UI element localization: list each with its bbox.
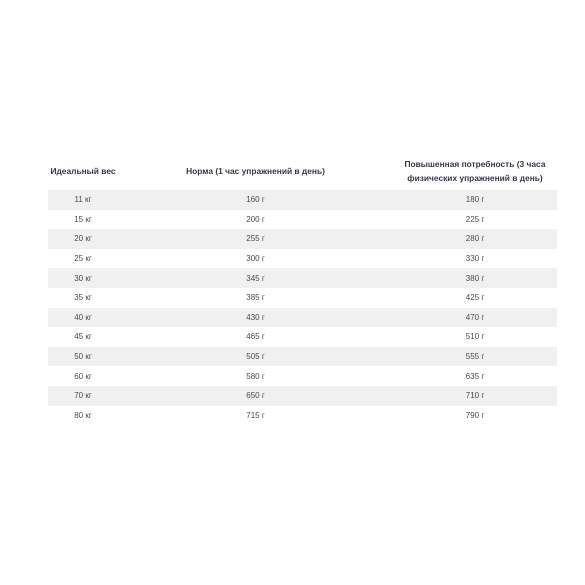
table-header bbox=[48, 152, 557, 190]
cell-high: 280 г bbox=[465, 234, 485, 244]
cell-norm: 255 г bbox=[246, 234, 265, 244]
cell-weight: 45 кг bbox=[74, 332, 92, 342]
table-row bbox=[48, 268, 557, 288]
table-row bbox=[48, 210, 557, 230]
table-row bbox=[48, 288, 557, 308]
cell-high: 330 г bbox=[465, 254, 485, 264]
table-row bbox=[48, 229, 557, 249]
table-row bbox=[48, 366, 557, 386]
cell-norm: 650 г bbox=[246, 391, 265, 401]
cell-norm: 505 г bbox=[246, 352, 265, 362]
cell-norm: 200 г bbox=[246, 214, 265, 224]
cell-high: 790 г bbox=[465, 410, 485, 420]
cell-norm: 160 г bbox=[246, 195, 265, 205]
cell-norm: 345 г bbox=[246, 273, 265, 283]
table-row bbox=[48, 327, 557, 347]
cell-norm: 385 г bbox=[246, 293, 265, 303]
cell-weight: 70 кг bbox=[74, 391, 92, 401]
cell-norm: 580 г bbox=[246, 371, 265, 381]
table-body bbox=[48, 190, 557, 425]
table-row bbox=[48, 406, 557, 426]
cell-weight: 11 кг bbox=[74, 195, 92, 205]
cell-weight: 20 кг bbox=[74, 234, 92, 244]
cell-weight: 25 кг bbox=[74, 254, 92, 264]
header-norm: Норма (1 час упражнений в день) bbox=[186, 166, 325, 176]
header-high-need: Повышенная потребность (3 часа физических упражнений в день) bbox=[404, 159, 546, 183]
cell-weight: 15 кг bbox=[74, 214, 92, 224]
cell-high: 425 г bbox=[465, 293, 485, 303]
cell-high: 180 г bbox=[465, 195, 485, 205]
cell-high: 555 г bbox=[465, 352, 485, 362]
table-row bbox=[48, 249, 557, 269]
cell-norm: 300 г bbox=[246, 254, 265, 264]
cell-high: 470 г bbox=[465, 312, 485, 322]
table-row bbox=[48, 308, 557, 328]
table-row bbox=[48, 190, 557, 210]
table-row bbox=[48, 347, 557, 367]
cell-norm: 715 г bbox=[246, 410, 265, 420]
table-row bbox=[48, 386, 557, 406]
cell-weight: 30 кг bbox=[74, 273, 92, 283]
cell-high: 225 г bbox=[465, 214, 485, 224]
cell-weight: 50 кг bbox=[74, 352, 92, 362]
cell-high: 710 г bbox=[465, 391, 485, 401]
feeding-table bbox=[48, 152, 557, 425]
cell-norm: 430 г bbox=[246, 312, 265, 322]
cell-weight: 80 кг bbox=[74, 410, 92, 420]
cell-weight: 60 кг bbox=[74, 371, 92, 381]
header-ideal-weight: Идеальный вес bbox=[50, 166, 116, 176]
cell-weight: 40 кг bbox=[74, 312, 92, 322]
cell-high: 510 г bbox=[465, 332, 485, 342]
cell-weight: 35 кг bbox=[74, 293, 92, 303]
cell-norm: 465 г bbox=[246, 332, 265, 342]
cell-high: 380 г bbox=[465, 273, 485, 283]
cell-high: 635 г bbox=[465, 371, 485, 381]
